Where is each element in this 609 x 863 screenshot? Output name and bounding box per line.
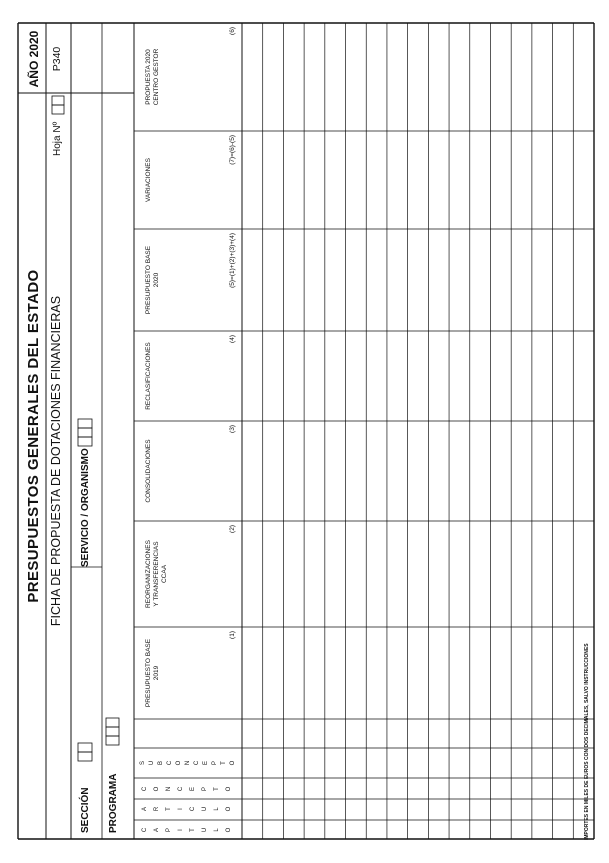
classification-letter: L — [214, 828, 220, 832]
column-header-label: CENTRO GESTOR — [153, 48, 160, 106]
servicio-box[interactable] — [78, 419, 92, 428]
classification-letter: I — [178, 808, 184, 810]
classification-letter: T — [221, 761, 227, 765]
classification-letter: S — [140, 760, 146, 766]
servicio-label: SERVICIO / ORGANISMO — [80, 448, 91, 567]
subconcepto-stack — [140, 760, 236, 765]
classification-letter: O — [154, 786, 160, 792]
programa-box[interactable] — [106, 736, 119, 745]
classification-letter: C — [194, 760, 200, 766]
column-number: (7)=(6)-(5) — [229, 135, 236, 165]
classification-letter: U — [202, 806, 208, 812]
classification-letter: P — [166, 827, 172, 833]
capitulo-stack — [142, 827, 232, 832]
programa-label: PROGRAMA — [108, 773, 119, 833]
programa-box[interactable] — [106, 718, 119, 727]
classification-letter: C — [142, 786, 148, 792]
hoja-label: Hoja Nº — [52, 121, 63, 156]
classification-letter: R — [154, 806, 160, 812]
column-header-label: PROPUESTA 2020 — [145, 49, 152, 105]
seccion-box[interactable] — [78, 752, 92, 761]
column-header-label: 2020 — [153, 272, 160, 288]
articulo-stack — [142, 806, 232, 811]
programa-box[interactable] — [106, 727, 119, 736]
form-subtitle: FICHA DE PROPUESTA DE DOTACIONES FINANCIERAS — [49, 295, 63, 627]
column-header-label: Y TRANSFERENCIAS — [153, 541, 160, 607]
column-header-label: VARIACIONES — [145, 158, 152, 202]
classification-letter: C — [167, 760, 173, 766]
classification-letter: C — [178, 786, 184, 792]
classification-letter: O — [226, 827, 232, 833]
seccion-box[interactable] — [78, 743, 92, 752]
column-header-label: CCAA — [161, 564, 168, 584]
servicio-box[interactable] — [78, 437, 92, 446]
classification-letter: U — [149, 760, 155, 766]
hoja-box[interactable] — [52, 96, 64, 105]
column-number: (6) — [229, 27, 236, 35]
budget-form — [16, 21, 596, 841]
footer-note: IMPORTES EN MILES DE EUROS CON DOS DECIMALES, SALVO INSTRUCCIONES — [584, 643, 590, 840]
classification-letter: E — [203, 760, 209, 766]
classification-letter: L — [214, 807, 220, 811]
servicio-box[interactable] — [78, 428, 92, 437]
classification-letter: P — [212, 760, 218, 766]
classification-letter: T — [166, 807, 172, 811]
column-number: (2) — [229, 525, 236, 533]
column-header-label: PRESUPUESTO BASE — [145, 638, 152, 708]
form-sheet — [16, 21, 596, 841]
column-header-label: 2019 — [153, 665, 160, 681]
classification-letter: O — [176, 760, 182, 766]
seccion-label: SECCIÓN — [80, 787, 91, 833]
classification-letter: O — [226, 786, 232, 792]
hoja-box[interactable] — [52, 105, 64, 114]
classification-letter: U — [202, 827, 208, 833]
classification-letter: I — [178, 829, 184, 831]
column-number: (4) — [229, 335, 236, 343]
classification-letter: C — [190, 806, 196, 812]
column-number: (5)=(1)+(2)+(3)+(4) — [229, 233, 236, 288]
classification-letter: E — [190, 786, 196, 792]
classification-letter: A — [154, 827, 160, 833]
classification-letter: A — [142, 806, 148, 812]
classification-letter: T — [190, 828, 196, 832]
classification-letter: O — [226, 806, 232, 812]
classification-letter: B — [158, 760, 164, 766]
concepto-stack — [142, 786, 232, 791]
column-number: (1) — [229, 631, 236, 639]
classification-letter: N — [166, 786, 172, 792]
column-header-label: RECLASIFICACIONES — [145, 342, 152, 410]
column-header-label: CONSOLIDACIONES — [145, 439, 152, 503]
form-title: PRESUPUESTOS GENERALES DEL ESTADO — [25, 269, 42, 603]
column-header-label: REORGANIZACIONES — [145, 540, 152, 608]
classification-letter: T — [214, 787, 220, 791]
classification-letter: P — [202, 786, 208, 792]
form-code: P340 — [51, 46, 63, 72]
classification-letter: C — [142, 827, 148, 833]
classification-letter: N — [185, 760, 191, 766]
column-headers — [145, 27, 236, 707]
column-header-label: PRESUPUESTO BASE — [145, 245, 152, 315]
classification-letter: O — [230, 760, 236, 766]
year-label: AÑO 2020 — [27, 30, 41, 88]
column-number: (3) — [229, 425, 236, 433]
